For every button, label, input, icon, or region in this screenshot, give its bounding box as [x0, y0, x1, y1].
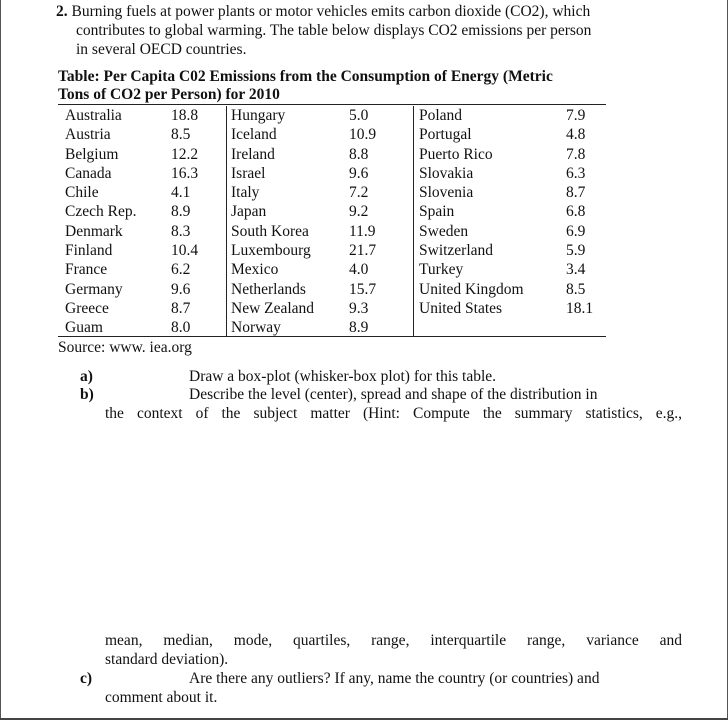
emission-value: 8.5 — [171, 126, 191, 144]
emission-value: 15.7 — [349, 280, 377, 298]
emission-value: 16.3 — [171, 164, 199, 182]
emission-value: 6.3 — [566, 164, 586, 182]
table-row — [65, 106, 225, 125]
emission-value: 4.8 — [566, 126, 586, 144]
table-row — [231, 318, 411, 337]
part-b-text-1: Describe the level (center), spread and shape of the distribution in — [189, 386, 598, 403]
table-row — [231, 222, 411, 241]
country-name: Czech Rep. — [65, 203, 137, 221]
emission-value: 3.4 — [566, 261, 586, 279]
emission-value: 8.9 — [349, 319, 369, 337]
emission-value: 8.7 — [566, 184, 586, 202]
country-name: Greece — [65, 299, 109, 317]
country-name: United States — [419, 299, 503, 317]
part-c-text-1: Are there any outliers? If any, name the country (or countries) and — [189, 670, 600, 687]
country-name: Italy — [231, 184, 260, 202]
table-title — [58, 68, 708, 104]
emission-value: 6.9 — [566, 222, 586, 240]
emission-value: 10.9 — [349, 126, 377, 144]
table-row — [231, 280, 411, 299]
country-name: Turkey — [419, 261, 464, 279]
emission-value: 11.9 — [349, 222, 376, 240]
table-row — [231, 183, 411, 202]
part-b-text-3: mean, median, mode, quartiles, range, interquartile range, variance and — [105, 632, 682, 649]
table-row — [65, 183, 225, 202]
country-name: New Zealand — [231, 299, 315, 317]
table-row — [65, 222, 225, 241]
emission-value: 6.2 — [171, 261, 191, 279]
table-column-1 — [65, 106, 225, 338]
part-b-text-2: the context of the subject matter (Hint: Compute the summary statistics, e.g., — [105, 405, 682, 422]
country-name: Germany — [65, 280, 123, 298]
country-name: Ireland — [231, 145, 275, 163]
table-row — [419, 280, 604, 299]
table-row — [65, 318, 225, 337]
emission-value: 5.9 — [566, 242, 586, 260]
emission-value: 7.9 — [566, 107, 586, 124]
emission-value: 21.7 — [349, 242, 377, 260]
country-name: Chile — [65, 184, 99, 202]
table-row — [419, 106, 604, 125]
country-name: Japan — [231, 203, 267, 221]
table-top-rule — [58, 104, 606, 105]
table-row — [65, 145, 225, 164]
table-row — [65, 164, 225, 183]
country-name: Finland — [65, 242, 113, 260]
part-b-text-4: standard deviation). — [105, 651, 229, 668]
table-row — [419, 145, 604, 164]
table-row — [231, 260, 411, 279]
emission-value: 6.8 — [566, 203, 586, 221]
table-row — [231, 145, 411, 164]
table-row — [231, 106, 411, 125]
country-name: Mexico — [231, 261, 279, 279]
table-row — [65, 260, 225, 279]
page-border-left — [0, 0, 1, 720]
emission-value: 8.5 — [566, 280, 586, 298]
emission-value: 8.0 — [171, 319, 191, 337]
emission-value: 7.2 — [349, 184, 369, 202]
table-row — [65, 299, 225, 318]
country-name: Switzerland — [419, 242, 494, 260]
country-name: Sweden — [419, 222, 469, 240]
table-column-2 — [231, 106, 411, 338]
country-name: Guam — [65, 319, 103, 337]
country-name: Austria — [65, 126, 111, 144]
emission-value: 18.8 — [171, 107, 199, 124]
emission-value: 9.2 — [349, 203, 369, 221]
country-name: Luxembourg — [231, 242, 311, 260]
country-name: Canada — [65, 164, 112, 182]
table-column-3 — [419, 106, 604, 318]
question-line-1 — [56, 2, 696, 21]
part-c-text-2: comment about it. — [105, 689, 218, 706]
table-row — [419, 260, 604, 279]
table-row — [65, 241, 225, 260]
emission-value: 4.1 — [171, 184, 191, 202]
country-name: United Kingdom — [419, 280, 524, 298]
country-name: Denmark — [65, 222, 123, 240]
part-b-label: b) — [80, 386, 94, 403]
part-a-label: a) — [80, 368, 93, 385]
table-row — [231, 202, 411, 221]
table-row — [65, 125, 225, 144]
table-row — [231, 164, 411, 183]
emission-value: 8.9 — [171, 203, 191, 221]
table-row — [419, 183, 604, 202]
emission-value: 9.6 — [171, 280, 191, 298]
country-name: Iceland — [231, 126, 277, 144]
table-row — [231, 299, 411, 318]
country-name: Slovakia — [419, 164, 474, 182]
table-source: Source: www. iea.org — [58, 339, 192, 356]
table-row — [65, 280, 225, 299]
country-name: Spain — [419, 203, 455, 221]
part-c-label: c) — [80, 670, 93, 687]
country-name: Poland — [419, 107, 463, 124]
emission-value: 9.6 — [349, 164, 369, 182]
emission-value: 5.0 — [349, 107, 369, 124]
table-row — [419, 202, 604, 221]
table-row — [231, 241, 411, 260]
table-row — [65, 202, 225, 221]
table-row — [419, 125, 604, 144]
emission-value: 18.1 — [566, 299, 594, 317]
question-line-2: contributes to global warming. The table below displays CO2 emissions per person — [76, 22, 592, 39]
country-name: Norway — [231, 319, 281, 337]
emission-value: 10.4 — [171, 242, 199, 260]
country-name: France — [65, 261, 108, 279]
table-column-divider-1 — [226, 106, 227, 336]
country-name: South Korea — [231, 222, 309, 240]
table-row — [231, 125, 411, 144]
question-line-3: in several OECD countries. — [76, 41, 247, 58]
country-name: Netherlands — [231, 280, 306, 298]
table-title-line-1: Table: Per Capita C02 Emissions from the Consumption of Energy (Metric — [58, 68, 553, 85]
emission-value: 7.8 — [566, 145, 586, 163]
table-row — [419, 222, 604, 241]
table-row — [419, 164, 604, 183]
country-name: Slovenia — [419, 184, 474, 202]
country-name: Portugal — [419, 126, 472, 144]
country-name: Hungary — [231, 107, 286, 124]
table-row — [419, 241, 604, 260]
question-intro — [56, 2, 696, 59]
country-name: Australia — [65, 107, 122, 124]
part-a-text: Draw a box-plot (whisker-box plot) for this table. — [189, 368, 497, 385]
country-name: Puerto Rico — [419, 145, 493, 163]
emission-value: 8.3 — [171, 222, 191, 240]
country-name: Belgium — [65, 145, 119, 163]
emission-value: 8.7 — [171, 299, 191, 317]
table-title-line-2: Tons of CO2 per Person) for 2010 — [58, 86, 280, 103]
emission-value: 8.8 — [349, 145, 369, 163]
country-name: Israel — [231, 164, 266, 182]
table-column-divider-2 — [413, 106, 414, 336]
emission-value: 12.2 — [171, 145, 199, 163]
table-row — [419, 299, 604, 318]
question-number: 2. — [56, 3, 68, 20]
question-text-1: Burning fuels at power plants or motor vehicles emits carbon dioxide (CO2), which — [71, 3, 591, 20]
emission-value: 4.0 — [349, 261, 369, 279]
emission-value: 9.3 — [349, 299, 369, 317]
